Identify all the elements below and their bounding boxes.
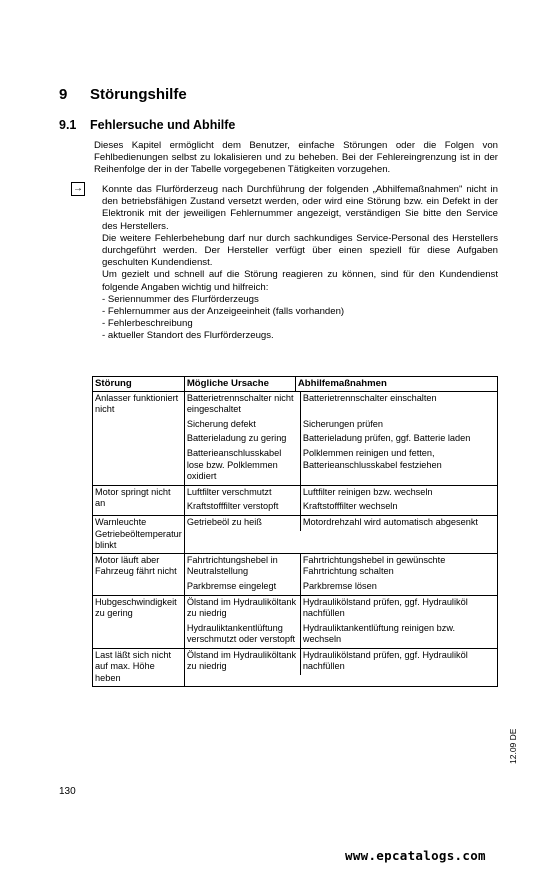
cause-remedy-group — [184, 391, 497, 485]
table-row — [93, 391, 498, 485]
remedy-cell: Luftfilter reinigen bzw. wechseln — [302, 486, 433, 497]
chapter-title: Störungshilfe — [90, 86, 187, 103]
chapter-number: 9 — [59, 86, 68, 103]
remedy-cell: Batterieladung prüfen, ggf. Batterie laden — [302, 433, 471, 444]
note-arrow-icon: → — [73, 183, 83, 194]
fault-cell: Warnleuchte Getriebeöltemperatur blinkt — [93, 515, 185, 553]
cause-cell: Getriebeöl zu heiß — [185, 516, 301, 531]
cause-remedy-pair — [185, 622, 497, 648]
cause-remedy-pair — [185, 486, 497, 501]
remedy-cell: Batterietrennschalter einschalten — [302, 392, 437, 403]
note-info-list — [102, 294, 498, 343]
header-fault: Störung — [93, 377, 185, 392]
cause-remedy-group — [184, 595, 497, 648]
remedy-cell: Polklemmen reinigen und fetten, Batterieanschlusskabel festziehen — [302, 447, 442, 470]
cause-cell: Kraftstofffilter verstopft — [185, 500, 301, 515]
header-cause: Mögliche Ursache — [184, 377, 295, 392]
note-paragraph-1: Konnte das Flurförderzeug nach Durchführung der folgenden „Abhilfemaßnahmen" nicht in den betriebsfähigen Zustand versetzt werden, oder wird eine Störung bzw. ein Defekt in der Elektronik mit der jeweiligen Fehlernummer angezeigt, verständigen Sie bitte den Service des Herstellers. — [102, 184, 498, 232]
cause-remedy-pair — [185, 596, 497, 622]
table-header-row — [93, 377, 498, 392]
cause-remedy-pair — [185, 516, 497, 531]
document-code: 12.09 DE — [508, 728, 518, 764]
remedy-cell: Fahrtrichtungshebel in gewünschte Fahrtrichtung schalten — [302, 554, 446, 577]
fault-cell: Motor läuft aber Fahrzeug fährt nicht — [93, 553, 185, 595]
note-list-item: - Fehlerbeschreibung — [102, 318, 193, 330]
cause-cell: Batterieladung zu gering — [185, 432, 301, 447]
remedy-cell: Hydrauliktankentlüftung reinigen bzw. wechseln — [302, 622, 456, 645]
cause-remedy-pair — [185, 418, 497, 433]
table-row — [93, 515, 498, 553]
cause-cell: Batterieanschlusskabel lose bzw. Polklemmen oxidiert — [185, 447, 301, 485]
cause-remedy-pair — [185, 580, 497, 595]
remedy-cell: Motordrehzahl wird automatisch abgesenkt — [302, 516, 478, 527]
cause-cell: Batterietrennschalter nicht eingeschaltet — [185, 392, 301, 418]
fault-cell: Anlasser funktioniert nicht — [93, 391, 185, 485]
cause-remedy-pair — [185, 392, 497, 418]
cause-cell: Luftfilter verschmutzt — [185, 486, 301, 501]
cause-cell: Ölstand im Hydrauliköltank zu niedrig — [185, 596, 301, 622]
section-number: 9.1 — [59, 118, 77, 132]
table-row — [93, 595, 498, 648]
remedy-cell: Parkbremse lösen — [302, 580, 377, 591]
cause-cell: Ölstand im Hydrauliköltank zu niedrig — [185, 649, 301, 675]
table-row — [93, 485, 498, 515]
cause-remedy-group — [184, 648, 497, 686]
cause-remedy-pair — [185, 649, 497, 675]
remedy-cell: Hydraulikölstand prüfen, ggf. Hydrauliköl nachfüllen — [302, 596, 468, 619]
page-number: 130 — [59, 786, 76, 797]
cause-remedy-group — [184, 485, 497, 515]
watermark-url: www.epcatalogs.com — [345, 848, 486, 863]
fault-cell: Last läßt sich nicht auf max. Höhe heben — [93, 648, 185, 686]
remedy-cell: Kraftstofffilter wechseln — [302, 501, 398, 512]
cause-cell: Sicherung defekt — [185, 418, 301, 433]
fault-cell: Hubgeschwindigkeit zu gering — [93, 595, 185, 648]
cause-remedy-pair — [185, 432, 497, 447]
cause-remedy-group — [184, 515, 497, 553]
section-title: Fehlersuche und Abhilfe — [90, 118, 236, 132]
header-remedy: Abhilfemaßnahmen — [295, 377, 497, 392]
intro-paragraph: Dieses Kapitel ermöglicht dem Benutzer, einfache Störungen oder die Folgen von Fehlbedienungen selbst zu lokalisieren und zu beheben. Bei der Fehlereingrenzung ist in der Reihenfolge der in der Tabelle vorgegebenen Tätigkeiten vorzugehen. — [94, 140, 498, 176]
table-row — [93, 648, 498, 686]
note-paragraph-2: Die weitere Fehlerbehebung darf nur durch sachkundiges Service-Personal des Herstellers durchgeführt werden. Der Hersteller verfügt über einen speziell für diese Aufgaben geschulten Kundendienst. — [102, 232, 498, 269]
cause-remedy-pair — [185, 500, 497, 515]
fault-cell: Motor springt nicht an — [93, 485, 185, 515]
cause-cell: Parkbremse eingelegt — [185, 580, 301, 595]
note-paragraph-3: Um gezielt und schnell auf die Störung reagieren zu können, sind für den Kundendienst folgende Angaben wichtig und hilfreich: — [102, 269, 498, 293]
cause-remedy-pair — [185, 554, 497, 580]
note-list-item: - aktueller Standort des Flurförderzeugs. — [102, 330, 274, 342]
cause-cell: Hydrauliktankentlüftung verschmutzt oder verstopft — [185, 622, 301, 648]
cause-remedy-pair — [185, 447, 497, 485]
remedy-cell: Hydraulikölstand prüfen, ggf. Hydrauliköl nachfüllen — [302, 649, 468, 672]
cause-cell: Fahrtrichtungshebel in Neutralstellung — [185, 554, 301, 580]
table-row — [93, 553, 498, 595]
note-list-item: - Fehlernummer aus der Anzeigeeinheit (falls vorhanden) — [102, 306, 345, 318]
troubleshooting-table — [92, 376, 498, 687]
cause-remedy-group — [184, 553, 497, 595]
note-list-item: - Seriennummer des Flurförderzeugs — [102, 293, 259, 305]
remedy-cell: Sicherungen prüfen — [302, 418, 384, 429]
service-note — [102, 184, 498, 343]
